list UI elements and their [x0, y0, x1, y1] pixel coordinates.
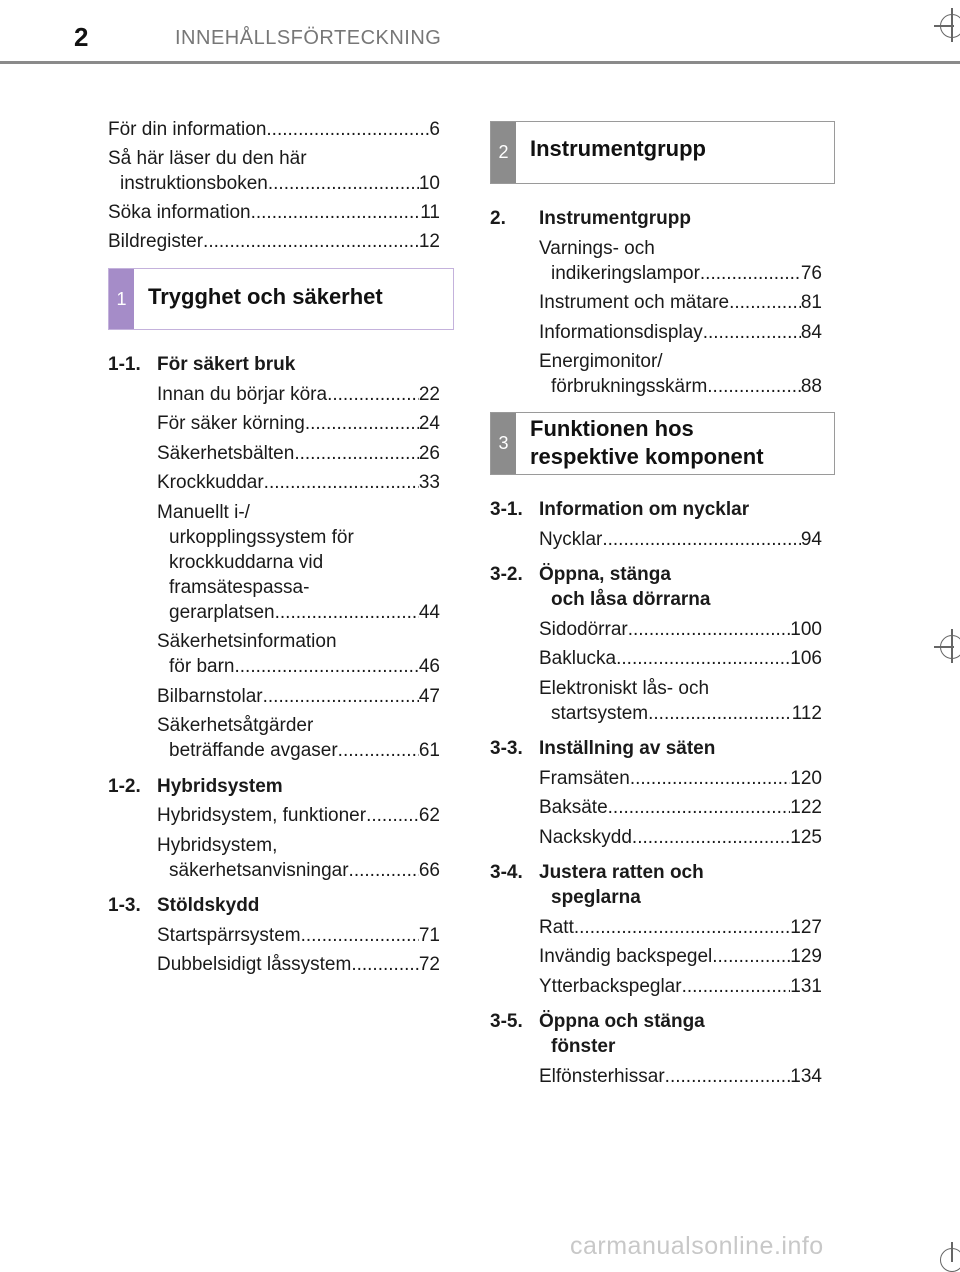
chapter-title[interactable]: Stöldskydd: [157, 895, 260, 916]
toc-entry-text: startsystem: [551, 702, 649, 724]
page-header: [0, 0, 960, 64]
toc-page-number: 100: [790, 618, 822, 640]
toc-entry-text: Invändig backspegel: [539, 946, 713, 967]
chapter-number: 2.: [490, 208, 506, 229]
toc-entry[interactable]: [539, 825, 822, 850]
chapter-number: 3-5.: [490, 1011, 523, 1032]
toc-entry-line: framsätespassa-: [169, 576, 310, 598]
chapter-number: 1-2.: [108, 775, 141, 797]
toc-entry-text: För säker körning: [157, 413, 305, 434]
leader-dots: [665, 1064, 791, 1089]
section-title-line-1: Funktionen hos: [530, 416, 694, 441]
section-number: 2: [491, 122, 516, 183]
toc-entry-line: Säkerhetsinformation: [157, 631, 337, 652]
leader-dots: [305, 411, 419, 436]
toc-page-number: 122: [790, 797, 822, 818]
leader-dots: [351, 952, 419, 977]
toc-page-number: 120: [790, 767, 822, 789]
section-title-line-2: respektive komponent: [530, 444, 764, 469]
toc-entry[interactable]: Söka information ..... 11: [108, 200, 440, 225]
leader-dots: [682, 974, 791, 999]
chapter-number: 3-2.: [490, 564, 523, 585]
toc-page-number: 131: [790, 975, 822, 997]
toc-page-number: 112: [791, 702, 822, 724]
toc-page-number: 88: [800, 376, 822, 397]
toc-entry[interactable]: [551, 701, 822, 726]
toc-page-number: 44: [418, 601, 440, 623]
toc-entry-text: Dubbelsidigt låssystem: [157, 954, 352, 975]
toc-entry[interactable]: [539, 974, 822, 999]
section-number: 3: [491, 413, 516, 474]
toc-entry-text: Informationsdisplay: [539, 321, 703, 343]
leader-dots: [616, 646, 790, 671]
section-title: Instrumentgrupp: [530, 136, 706, 161]
toc-entry-text: indikeringslampor: [551, 262, 700, 284]
leader-dots: [729, 290, 801, 315]
toc-entry[interactable]: [539, 944, 822, 969]
toc-entry[interactable]: [539, 320, 822, 345]
toc-entry-text: Elfönsterhissar: [539, 1065, 665, 1087]
toc-page-number: 134: [790, 1065, 822, 1087]
section-1-box: [108, 268, 454, 330]
toc-page-number: 62: [418, 805, 440, 826]
chapter-title[interactable]: Öppna, stänga: [539, 564, 671, 585]
toc-page-number: 61: [418, 740, 440, 761]
leader-dots: [234, 654, 418, 679]
toc-entry-text: Innan du börjar köra: [157, 383, 328, 405]
chapter-title[interactable]: Inställning av säten: [539, 738, 716, 759]
toc-entry-line: Varnings- och: [539, 237, 655, 259]
toc-page-number: 94: [800, 528, 822, 550]
toc-entry[interactable]: [539, 646, 822, 671]
toc-entry-line: Säkerhetsåtgärder: [157, 715, 314, 736]
toc-entry[interactable]: [157, 382, 440, 407]
toc-page-number: 127: [790, 916, 822, 938]
toc-page-number: 125: [790, 826, 822, 848]
leader-dots: [264, 470, 419, 495]
toc-entry-text: Bilbarnstolar: [157, 685, 263, 707]
toc-entry-text: Sidodörrar: [539, 618, 628, 640]
header-title: INNEHÅLLSFÖRTECKNING: [175, 27, 442, 49]
toc-entry[interactable]: [169, 858, 440, 883]
toc-entry-text: Instrument och mätare: [539, 292, 730, 313]
toc-entry-line: Energimonitor/: [539, 351, 663, 372]
toc-entry[interactable]: [157, 684, 440, 709]
section-3-box: [490, 412, 835, 475]
chapter-title[interactable]: Instrumentgrupp: [539, 208, 691, 229]
toc-page-number: 76: [800, 262, 822, 284]
leader-dots: [263, 684, 419, 709]
toc-page-number: 129: [790, 946, 822, 967]
toc-page-number: 81: [800, 292, 822, 313]
leader-dots: [602, 527, 801, 552]
leader-dots: [628, 617, 791, 642]
section-title: Trygghet och säkerhet: [148, 284, 383, 309]
leader-dots: [366, 803, 419, 828]
watermark: carmanualsonline.info: [570, 1232, 824, 1260]
toc-entry-line: Hybridsystem,: [157, 834, 278, 856]
toc-entry[interactable]: [551, 261, 822, 286]
leader-dots: [301, 923, 419, 948]
toc-entry-text: gerarplatsen: [169, 601, 275, 623]
page-number: 2: [74, 22, 89, 52]
toc-entry-text: Baksäte: [539, 797, 608, 818]
toc-entry-text: Ytterbackspeglar: [539, 975, 682, 997]
toc-entry-text: förbrukningsskärm: [551, 376, 708, 397]
toc-entry-text: Startspärrsystem: [157, 924, 301, 946]
header-rule: [0, 61, 960, 64]
toc-page-number: 33: [418, 472, 440, 493]
toc-entry-text: Hybridsystem, funktioner: [157, 805, 367, 826]
section-2-box: [490, 121, 835, 184]
toc-page-number: 71: [418, 924, 440, 946]
chapter-number: 3-3.: [490, 738, 523, 759]
leader-dots: [703, 320, 801, 345]
toc-entry-text: för barn: [169, 656, 235, 677]
leader-dots: [608, 795, 791, 820]
leader-dots: [700, 261, 801, 286]
leader-dots: [294, 441, 419, 466]
toc-entry[interactable]: [539, 617, 822, 642]
toc-entry-text: säkerhetsanvisningar: [169, 859, 349, 881]
toc-page-number: 84: [800, 321, 822, 343]
toc-entry-line: urkopplingssystem för: [169, 526, 354, 548]
toc-entry-text: Krockkuddar: [157, 472, 264, 493]
toc-entry[interactable]: [157, 803, 440, 828]
toc-entry[interactable]: [539, 290, 822, 315]
toc-entry[interactable]: [539, 766, 822, 791]
chapter-title[interactable]: Öppna och stänga: [539, 1011, 705, 1032]
toc-entry[interactable]: Bildregister ..... 12: [108, 229, 440, 254]
toc-entry[interactable]: [539, 1064, 822, 1089]
toc-entry[interactable]: [539, 527, 822, 552]
toc-entry-line: krockkuddarna vid: [169, 551, 324, 573]
chapter-number: 1-3.: [108, 895, 141, 916]
chapter-number: 3-4.: [490, 862, 523, 883]
toc-entry[interactable]: [157, 411, 440, 436]
chapter-title[interactable]: Hybridsystem: [157, 775, 283, 797]
toc-entry[interactable]: [539, 915, 822, 940]
toc-entry[interactable]: [169, 738, 440, 763]
toc-page-number: 106: [790, 648, 822, 669]
toc-entry[interactable]: För din information ..... 6: [108, 117, 440, 142]
toc-entry[interactable]: [157, 923, 440, 948]
toc-entry[interactable]: [539, 795, 822, 820]
toc-entry[interactable]: [551, 374, 822, 399]
leader-dots: [349, 858, 419, 883]
leader-dots: [630, 766, 790, 791]
chapter-number: 3-1.: [490, 499, 523, 520]
leader-dots: [648, 701, 792, 726]
chapter-title[interactable]: Information om nycklar: [539, 499, 750, 520]
leader-dots: [707, 374, 801, 399]
toc-entry[interactable]: [157, 952, 440, 977]
section-number: 1: [109, 269, 134, 329]
toc-entry-text: Nycklar: [539, 528, 603, 550]
leader-dots: [574, 915, 790, 940]
toc-page-number: 66: [418, 859, 440, 881]
leader-dots: [338, 738, 419, 763]
toc-entry[interactable]: [169, 654, 440, 679]
toc-entry-line: Manuellt i-/: [157, 501, 250, 523]
chapter-title-continued: speglarna: [551, 887, 641, 908]
chapter-number: 1-1.: [108, 354, 141, 375]
chapter-title[interactable]: För säkert bruk: [157, 354, 296, 375]
toc-entry-line: Så här läser du den här: [108, 148, 307, 169]
leader-dots: [712, 944, 790, 969]
toc-page-number: 47: [418, 685, 440, 707]
toc-entry[interactable]: [169, 600, 440, 625]
toc-entry[interactable]: [157, 470, 440, 495]
toc-page-number: 22: [418, 383, 440, 405]
chapter-title-continued: och låsa dörrarna: [551, 589, 711, 610]
leader-dots: [327, 382, 419, 407]
toc-entry-text: Framsäten: [539, 767, 630, 789]
toc-entry[interactable]: instruktionsboken ..... 10: [120, 171, 440, 196]
toc-entry-text: Baklucka: [539, 648, 617, 669]
leader-dots: [275, 600, 419, 625]
toc-page-number: 26: [418, 442, 440, 464]
toc-entry-text: Nackskydd: [539, 826, 632, 848]
chapter-title[interactable]: Justera ratten och: [539, 862, 704, 883]
toc-entry[interactable]: [157, 441, 440, 466]
toc-entry-text: Säkerhetsbälten: [157, 442, 295, 464]
toc-entry-line: Elektroniskt lås- och: [539, 677, 710, 699]
leader-dots: [632, 825, 790, 850]
toc-page-number: 72: [418, 954, 440, 975]
toc-page-number: 24: [418, 413, 440, 434]
toc-entry-text: Ratt: [539, 916, 574, 938]
toc-page-number: 46: [418, 656, 440, 677]
toc-entry-text: beträffande avgaser: [169, 740, 338, 761]
chapter-title-continued: fönster: [551, 1036, 616, 1057]
